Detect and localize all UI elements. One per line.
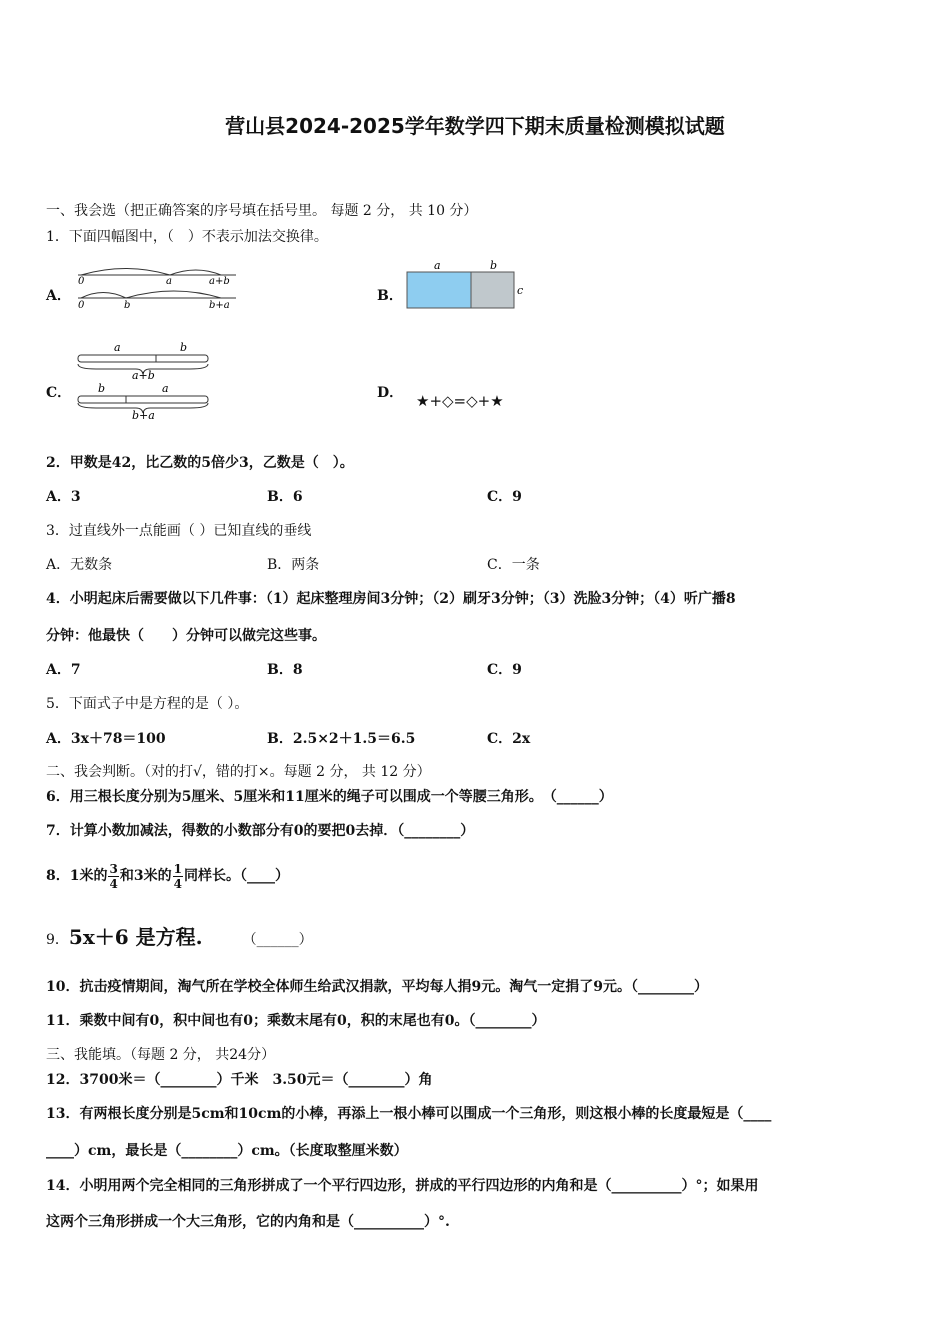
q1-figure-d: ★+◇=◇+★: [416, 392, 504, 410]
fig-a-label-ab-top: a+b: [209, 276, 230, 287]
section-3-heading: 三、我能填。（每题 2 分， 共24分）: [46, 1047, 276, 1063]
page-title: 营山县2024-2025学年数学四下期末质量检测模拟试题: [225, 114, 725, 138]
q8-part-3: 同样长。（____）: [183, 868, 289, 884]
q8-part-1: 8．1米的: [46, 868, 108, 884]
question-7: 7．计算小数加减法，得数的小数部分有0的要把0去掉．（________）: [46, 823, 475, 839]
q3-option-b: B．两条: [267, 557, 320, 573]
q5-option-a: A．3x＋78＝100: [46, 731, 166, 747]
question-4-line-1: 4．小明起床后需要做以下几件事：（1）起床整理房间3分钟；（2）刷牙3分钟；（3）洗脸3分钟；（4）听广播8: [46, 591, 736, 607]
fig-b-label-b: b: [490, 259, 498, 272]
q4-option-c: C．9: [487, 662, 522, 678]
q3-option-a: A．无数条: [46, 557, 113, 573]
q1-option-a: A．: [46, 288, 71, 304]
question-10: 10．抗击疫情期间，淘气所在学校全体师生给武汉捐款，平均每人捐9元。淘气一定捐了9元。（________）: [46, 979, 708, 995]
section-1-heading: 一、我会选（把正确答案的序号填在括号里。 每题 2 分， 共 10 分）: [46, 203, 478, 219]
question-4-line-2: 分钟：他最快（ ）分钟可以做完这些事。: [46, 628, 326, 644]
fig-c-label-a-bottom: a: [162, 382, 169, 395]
question-3: 3．过直线外一点能画（ ）已知直线的垂线: [46, 523, 312, 539]
q1-figure-c: [76, 341, 216, 421]
q8-fraction-1: [108, 863, 118, 890]
fig-b-label-c: c: [517, 284, 524, 297]
question-5: 5．下面式子中是方程的是（ ）。: [46, 696, 249, 712]
q2-option-c: C．9: [487, 489, 522, 505]
fig-c-label-b-top: b: [180, 341, 188, 354]
question-12: 12．3700米＝（________）千米 3.50元＝（________）角: [46, 1072, 433, 1088]
fig-a-label-b-bottom: b: [124, 300, 131, 311]
fig-b-rect-a: [407, 272, 471, 308]
fig-a-label-ba-bottom: b+a: [209, 300, 230, 311]
q9-expression: 5x＋6 是方程.: [68, 925, 203, 949]
q8-part-2: 和3米的: [119, 868, 172, 884]
q8-fraction-2-denominator: 4: [173, 876, 182, 891]
q5-option-c: C．2x: [487, 731, 531, 747]
q1-figure-b: [405, 258, 535, 310]
fig-a-label-a-top: a: [166, 276, 172, 287]
question-11: 11．乘数中间有0，积中间也有0；乘数末尾有0，积的末尾也有0。（________）: [46, 1013, 546, 1029]
q2-option-b: B．6: [267, 489, 303, 505]
q4-option-b: B．8: [267, 662, 303, 678]
fig-c-label-b-bottom: b: [98, 382, 106, 395]
question-13-line-2: ____）cm，最长是（________）cm。（长度取整厘米数）: [46, 1143, 408, 1159]
q8-fraction-1-denominator: 4: [109, 876, 118, 891]
q8-fraction-2: [173, 863, 183, 890]
q1-option-d: D．: [377, 385, 404, 401]
fig-a-label-0-top: 0: [78, 276, 85, 287]
question-2: 2．甲数是42，比乙数的5倍少3，乙数是（ ）。: [46, 455, 354, 471]
q1-option-b: B．: [377, 288, 403, 304]
q1-figure-a: [76, 262, 246, 312]
q9-number: 9．: [46, 932, 69, 948]
q8-fraction-1-numerator: 3: [109, 861, 118, 876]
fig-b-label-a: a: [434, 259, 441, 272]
question-13-line-1: 13．有两根长度分别是5cm和10cm的小棒，再添上一根小棒可以围成一个三角形，则这根小棒的长度最短是（____: [46, 1106, 772, 1122]
q4-option-a: A．7: [46, 662, 81, 678]
question-1: 1．下面四幅图中，（ ）不表示加法交换律。: [46, 229, 328, 245]
question-8: [46, 853, 289, 899]
fig-c-label-ab: a+b: [132, 369, 155, 382]
fig-a-label-0-bottom: 0: [78, 300, 85, 311]
q1-option-c: C．: [46, 385, 72, 401]
q2-option-a: A．3: [46, 489, 81, 505]
question-14-line-2: 这两个三角形拼成一个大三角形，它的内角和是（__________）°.: [46, 1214, 450, 1230]
q8-fraction-2-numerator: 1: [173, 861, 182, 876]
q3-option-c: C．一条: [487, 557, 540, 573]
section-2-heading: 二、我会判断。（对的打√，错的打×。每题 2 分， 共 12 分）: [46, 764, 431, 780]
q9-blank: （______）: [242, 932, 313, 948]
question-9: [46, 924, 313, 953]
fig-b-rect-b: [471, 272, 514, 308]
question-6: 6．用三根长度分别为5厘米、5厘米和11厘米的绳子可以围成一个等腰三角形。 （______）: [46, 789, 613, 805]
fig-c-label-ba: b+a: [132, 409, 155, 422]
question-14-line-1: 14．小明用两个完全相同的三角形拼成了一个平行四边形，拼成的平行四边形的内角和是（__________）°；如果用: [46, 1178, 759, 1194]
q5-option-b: B．2.5×2＋1.5＝6.5: [267, 731, 416, 747]
fig-c-label-a-top: a: [114, 341, 121, 354]
